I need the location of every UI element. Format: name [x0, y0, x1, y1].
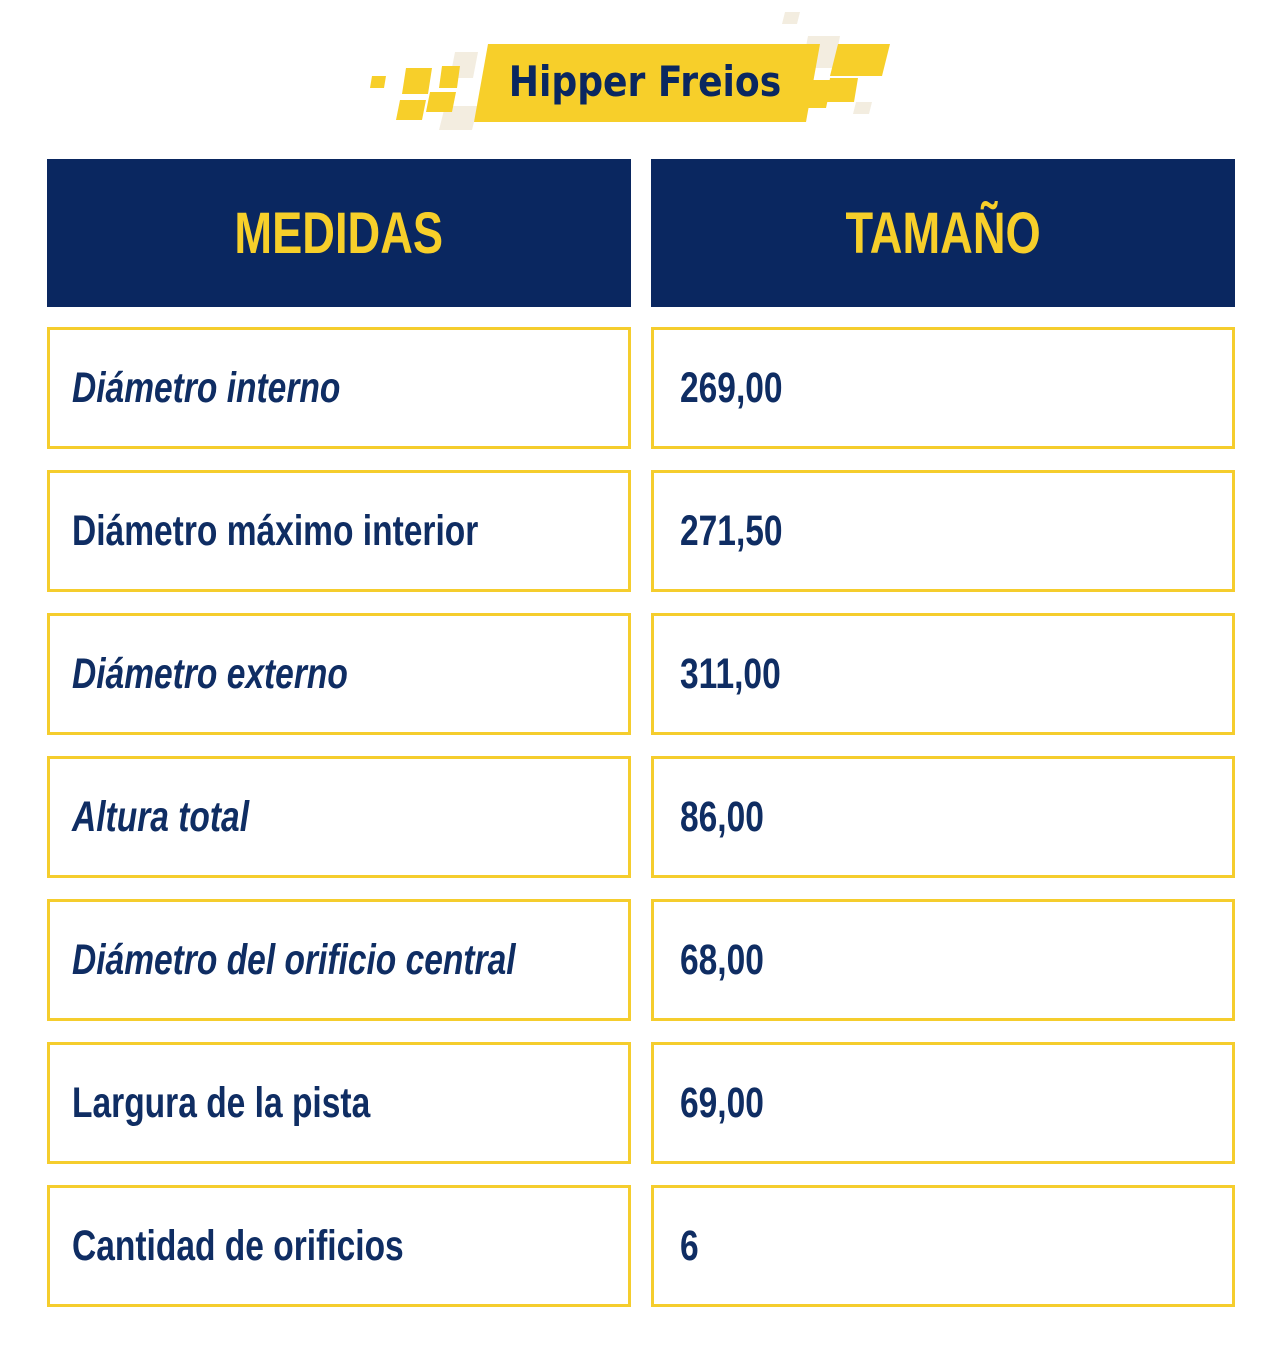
- header-medidas-label: MEDIDAS: [234, 200, 444, 266]
- measure-label: Altura total: [72, 792, 250, 841]
- measure-value: 6: [680, 1221, 699, 1270]
- measure-label: Diámetro máximo interior: [72, 506, 479, 555]
- measure-label-cell: [47, 1185, 631, 1307]
- measure-label: Cantidad de orificios: [72, 1221, 404, 1270]
- measure-value: 269,00: [680, 363, 783, 412]
- table-header-row: [47, 159, 1235, 307]
- table-row: [47, 756, 1235, 878]
- table-row: [47, 613, 1235, 735]
- measure-value-cell: [651, 899, 1235, 1021]
- measure-label: Diámetro del orificio central: [72, 935, 516, 984]
- measure-label-cell: [47, 327, 631, 449]
- measure-value-cell: [651, 470, 1235, 592]
- measure-label: Largura de la pista: [72, 1078, 371, 1127]
- measure-label-cell: [47, 756, 631, 878]
- header-tamano: [651, 159, 1235, 307]
- measure-value-cell: [651, 756, 1235, 878]
- measure-value-cell: [651, 327, 1235, 449]
- logo-graphic: [360, 8, 900, 138]
- table-row: [47, 327, 1235, 449]
- measure-label-cell: [47, 613, 631, 735]
- table-row: [47, 470, 1235, 592]
- table-row: [47, 1185, 1235, 1307]
- measurements-table: [47, 159, 1235, 1328]
- table-row: [47, 899, 1235, 1021]
- measure-label-cell: [47, 1042, 631, 1164]
- brand-logo: [360, 8, 900, 138]
- measure-value-cell: [651, 613, 1235, 735]
- measure-value-cell: [651, 1042, 1235, 1164]
- measure-value: 69,00: [680, 1078, 764, 1127]
- measure-label-cell: [47, 470, 631, 592]
- measure-value: 311,00: [680, 649, 781, 698]
- header-tamano-label: TAMAÑO: [845, 200, 1041, 266]
- table-row: [47, 1042, 1235, 1164]
- measure-label: Diámetro externo: [72, 649, 348, 698]
- measure-value: 271,50: [680, 506, 783, 555]
- header-medidas: [47, 159, 631, 307]
- measure-label-cell: [47, 899, 631, 1021]
- logo-text: Hipper Freios: [508, 58, 782, 107]
- measure-label: Diámetro interno: [72, 363, 341, 412]
- table-body: [47, 327, 1235, 1307]
- measure-value-cell: [651, 1185, 1235, 1307]
- measure-value: 68,00: [680, 935, 764, 984]
- measure-value: 86,00: [680, 792, 764, 841]
